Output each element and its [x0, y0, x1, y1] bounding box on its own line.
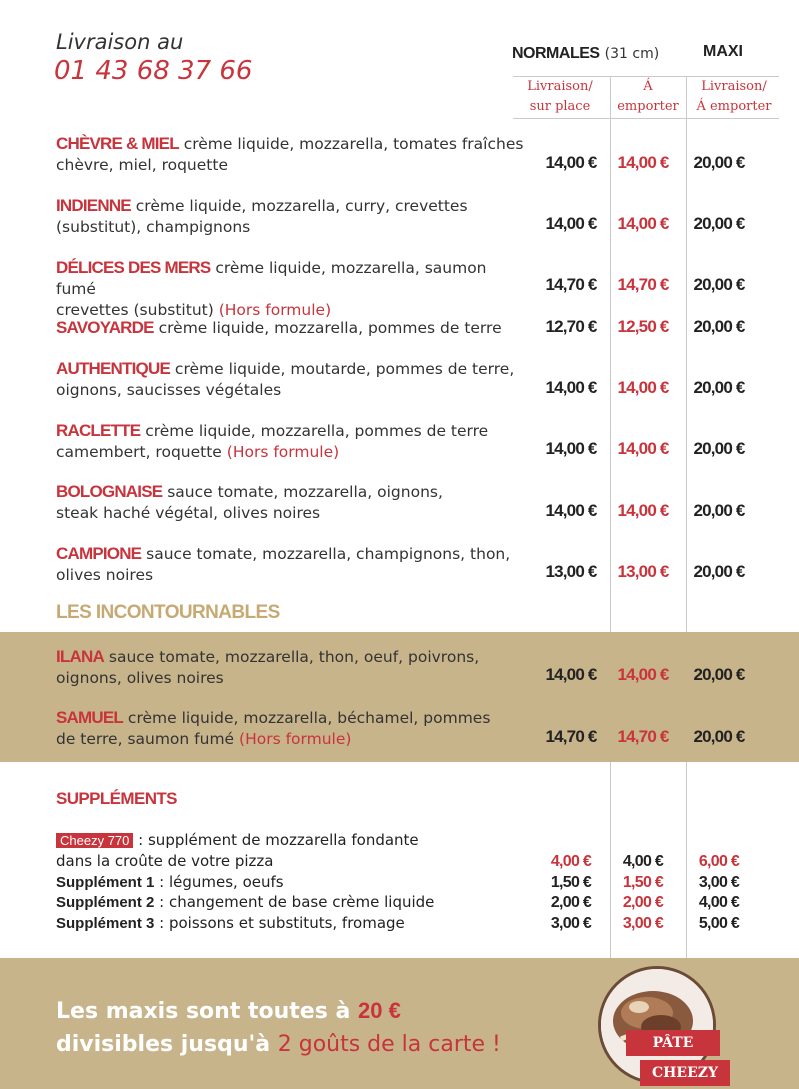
- supplement-price-takeaway: 1,50 €: [622, 874, 664, 891]
- normales-label: NORMALES: [512, 45, 600, 62]
- pizza-desc: sauce tomate, mozzarella, thon, oeuf, poivrons,: [108, 648, 480, 666]
- pizza-name: SAVOYARDE: [56, 318, 154, 337]
- price-maxi: 20,00 €: [693, 562, 745, 581]
- hors-formule-note: (Hors formule): [218, 301, 332, 319]
- col3-line1: Livraison/: [701, 79, 767, 94]
- supplement-row: [56, 872, 536, 893]
- column-header-maxi: [689, 77, 779, 117]
- price-maxi: 20,00 €: [693, 153, 745, 172]
- pizza-desc: camembert, roquette: [56, 443, 222, 461]
- price-takeaway: 12,50 €: [617, 317, 669, 336]
- price-takeaway: 14,70 €: [617, 275, 669, 294]
- price-takeaway: 14,00 €: [617, 501, 669, 520]
- price-delivery: 14,00 €: [545, 378, 597, 397]
- cheezy-desc: : supplément de mozzarella fondante: [138, 831, 419, 849]
- price-maxi: 20,00 €: [693, 501, 745, 520]
- header-rule-bottom: [513, 118, 779, 119]
- column-divider-1-supplements: [610, 762, 611, 958]
- column-header-delivery-dinein: [513, 77, 607, 117]
- pizza-desc: crème liquide, mozzarella, curry, crevettes: [135, 197, 468, 215]
- badge-ribbon-pate: PÂTE: [626, 1030, 720, 1056]
- pizza-name: AUTHENTIQUE: [56, 359, 170, 378]
- pizza-name: INDIENNE: [56, 196, 131, 215]
- pizza-item[interactable]: [56, 257, 526, 321]
- cheezy-price-delivery: 4,00 €: [550, 853, 592, 870]
- supplement-price-takeaway: 3,00 €: [622, 915, 664, 932]
- pizza-item[interactable]: [56, 646, 526, 689]
- maxi-header: MAXI: [703, 43, 743, 60]
- promo-price: 20 €: [358, 998, 401, 1023]
- price-takeaway: 13,00 €: [617, 562, 669, 581]
- incontournables-heading: LES INCONTOURNABLES: [56, 602, 280, 623]
- cheezy-price-takeaway: 4,00 €: [622, 853, 664, 870]
- price-maxi: 20,00 €: [693, 439, 745, 458]
- price-takeaway: 14,00 €: [617, 378, 669, 397]
- column-divider-1: [610, 76, 611, 632]
- pizza-item[interactable]: [56, 543, 526, 586]
- price-maxi: 20,00 €: [693, 275, 745, 294]
- price-delivery: 13,00 €: [545, 562, 597, 581]
- promo-text: Les maxis sont toutes à: [56, 999, 351, 1024]
- pizza-desc: crème liquide, mozzarella, béchamel, pommes: [127, 709, 491, 727]
- cheezy-line-1: [56, 830, 536, 851]
- pizza-desc: crème liquide, mozzarella, pommes de terre: [158, 319, 502, 337]
- pizza-name: RACLETTE: [56, 421, 141, 440]
- hors-formule-note: (Hors formule): [239, 730, 352, 748]
- promo-line-2: [56, 1032, 501, 1057]
- supplement-price-delivery: 2,00 €: [550, 894, 592, 911]
- supplement-label: Supplément 2: [56, 894, 155, 911]
- supplement-row: [56, 892, 536, 913]
- price-takeaway: 14,70 €: [617, 727, 669, 746]
- col3-line2: Á emporter: [696, 99, 772, 114]
- supplement-desc: : poissons et substituts, fromage: [159, 914, 405, 932]
- pizza-desc: crevettes (substitut): [56, 301, 214, 319]
- price-maxi: 20,00 €: [693, 317, 745, 336]
- cheezy-tag: Cheezy 770: [56, 833, 133, 848]
- price-delivery: 14,70 €: [545, 275, 597, 294]
- pizza-name: CAMPIONE: [56, 544, 142, 563]
- col1-line1: Livraison/: [527, 79, 593, 94]
- pizza-desc: crème liquide, mozzarella, saumon fumé: [56, 259, 487, 298]
- pizza-desc: sauce tomate, mozzarella, champignons, thon,: [146, 545, 511, 563]
- price-takeaway: 14,00 €: [617, 153, 669, 172]
- normales-header: [512, 43, 659, 63]
- pizza-name: SAMUEL: [56, 708, 123, 727]
- pizza-item[interactable]: [56, 358, 526, 401]
- cheezy-line-2: dans la croûte de votre pizza: [56, 852, 274, 870]
- normales-size: (31 cm): [604, 46, 660, 62]
- supplement-price-maxi: 3,00 €: [698, 874, 740, 891]
- promo-red-text: 2 goûts de la carte !: [277, 1032, 501, 1057]
- pizza-item[interactable]: [56, 481, 526, 524]
- price-delivery: 14,00 €: [545, 665, 597, 684]
- supplement-label: Supplément 3: [56, 915, 155, 932]
- pizza-item[interactable]: [56, 195, 526, 238]
- pizza-item[interactable]: [56, 707, 526, 750]
- price-takeaway: 14,00 €: [617, 214, 669, 233]
- column-divider-2: [686, 76, 687, 632]
- pizza-desc: steak haché végétal, olives noires: [56, 504, 321, 522]
- pizza-desc: crème liquide, mozzarella, tomates fraîches: [183, 135, 524, 153]
- price-takeaway: 14,00 €: [617, 439, 669, 458]
- pizza-item[interactable]: [56, 133, 526, 176]
- pizza-desc: crème liquide, moutarde, pommes de terre,: [174, 360, 515, 378]
- supplement-price-takeaway: 2,00 €: [622, 894, 664, 911]
- price-maxi: 20,00 €: [693, 727, 745, 746]
- price-delivery: 14,70 €: [545, 727, 597, 746]
- supplement-row: [56, 913, 536, 934]
- pizza-name: CHÈVRE & MIEL: [56, 134, 179, 153]
- price-maxi: 20,00 €: [693, 214, 745, 233]
- supplement-price-maxi: 4,00 €: [698, 894, 740, 911]
- pizza-name: ILANA: [56, 647, 104, 666]
- supplements-title: SUPPLÉMENTS: [56, 789, 177, 808]
- pizza-desc: sauce tomate, mozzarella, oignons,: [167, 483, 443, 501]
- promo-text: divisibles jusqu'à: [56, 1032, 271, 1057]
- promo-line-1: [56, 998, 401, 1024]
- pizza-desc: olives noires: [56, 566, 154, 584]
- pizza-name: DÉLICES DES MERS: [56, 258, 211, 277]
- price-delivery: 14,00 €: [545, 214, 597, 233]
- supplement-price-delivery: 3,00 €: [550, 915, 592, 932]
- pizza-desc: de terre, saumon fumé: [56, 730, 235, 748]
- phone-number[interactable]: 01 43 68 37 66: [54, 56, 253, 86]
- supplement-label: Supplément 1: [56, 874, 155, 891]
- col1-line2: sur place: [529, 99, 591, 114]
- price-maxi: 20,00 €: [693, 665, 745, 684]
- col2-line1: Á: [643, 79, 653, 94]
- pizza-desc: oignons, olives noires: [56, 669, 224, 687]
- supplement-desc: : changement de base crème liquide: [159, 893, 435, 911]
- supplement-price-maxi: 5,00 €: [698, 915, 740, 932]
- price-delivery: 14,00 €: [545, 439, 597, 458]
- supplement-price-delivery: 1,50 €: [550, 874, 592, 891]
- col2-line2: emporter: [617, 99, 679, 114]
- column-divider-2-supplements: [686, 762, 687, 958]
- pizza-name: BOLOGNAISE: [56, 482, 163, 501]
- price-delivery: 14,00 €: [545, 501, 597, 520]
- pizza-desc: (substitut), champignons: [56, 218, 251, 236]
- pizza-desc: oignons, saucisses végétales: [56, 381, 282, 399]
- cheezy-price-maxi: 6,00 €: [698, 853, 740, 870]
- pizza-item[interactable]: [56, 317, 526, 339]
- hors-formule-note: (Hors formule): [226, 443, 340, 461]
- price-delivery: 12,70 €: [545, 317, 597, 336]
- price-maxi: 20,00 €: [693, 378, 745, 397]
- pizza-desc: crème liquide, mozzarella, pommes de terre: [145, 422, 489, 440]
- price-delivery: 14,00 €: [545, 153, 597, 172]
- price-takeaway: 14,00 €: [617, 665, 669, 684]
- supplement-desc: : légumes, oeufs: [159, 873, 284, 891]
- pizza-item[interactable]: [56, 420, 526, 463]
- badge-ribbon-cheezy: CHEEZY: [640, 1060, 730, 1086]
- pizza-desc: chèvre, miel, roquette: [56, 156, 228, 174]
- delivery-label: Livraison au: [56, 30, 184, 54]
- column-header-takeaway: [612, 77, 684, 117]
